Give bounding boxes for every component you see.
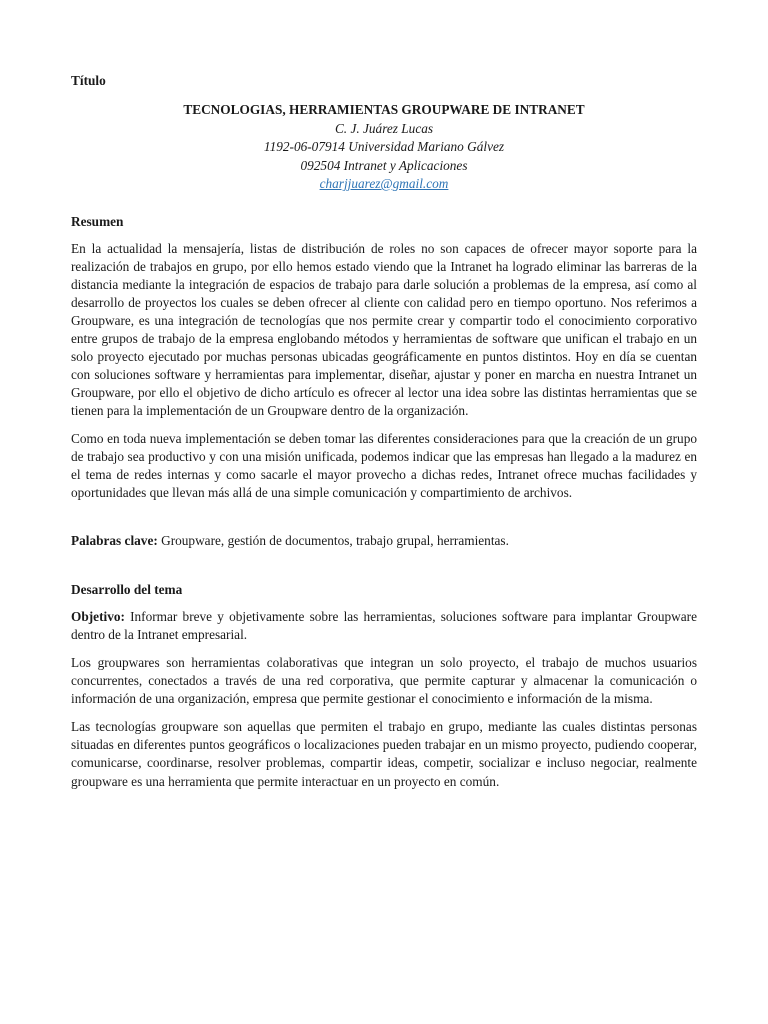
keywords-text: Groupware, gestión de documentos, trabajo grupal, herramientas.: [157, 533, 509, 549]
titulo-label: Título: [71, 73, 106, 88]
desarrollo-paragraph-2: Las tecnologías groupware son aquellas que permiten el trabajo en grupo, mediante las cuales distintas personas situadas en diferentes puntos geográficos o localizaciones pueden trabajar en un mismo proyecto, pudiendo cooperar, comunicarse, coordinarse, resolver problemas, compartir ideas, competir, socializar e incluso negociar, realmente groupware es una herramienta que permite interactuar en un proyecto en común.: [71, 719, 697, 789]
email-link[interactable]: charjjuarez@gmail.com: [319, 176, 449, 191]
objetivo-label: Objetivo:: [71, 609, 125, 625]
desarrollo-heading: Desarrollo del tema: [71, 582, 183, 598]
course-name: 092504 Intranet y Aplicaciones: [300, 157, 468, 173]
keywords-label: Palabras clave:: [71, 533, 158, 549]
author-name: C. J. Juárez Lucas: [334, 120, 434, 136]
resumen-paragraph-2: Como en toda nueva implementación se deben tomar las diferentes consideraciones para que la creación de un grupo de trabajo sea productivo y con una misión unificada, podemos indicar que las empresas han llegado a la madurez en el tema de redes internas y como sacarle el mayor provecho a dichas redes, Intranet ofrece muchas facilidades y oportunidades que llevan más allá de una simple comunicación y compartimiento de archivos.: [71, 430, 697, 501]
title-block: [71, 101, 697, 194]
email-line: [71, 175, 697, 194]
document-title: TECNOLOGIAS, HERRAMIENTAS GROUPWARE DE INTRANET: [183, 102, 585, 117]
resumen-paragraph-1: En la actualidad la mensajería, listas de distribución de roles no son capaces de ofrecer mayor soporte para la realización de trabajos en grupo, por ello hemos estado viendo que la Intranet ha logrado eliminar las barreras de la distancia mediante la integración de espacios de trabajo para darle solución a problemas de la empresa, así como al desarrollo de proyectos los cuales se deben ofrecer al cliente con calidad pero en tiempo oportuno. Nos referimos a Groupware, es una integración de tecnologías que nos permite crear y compartir todo el conocimiento corporativo entre grupos de trabajo de la empresa englobando métodos y herramientas de software que unifican el trabajo en un solo proyecto ejecutado por muchas personas ubicadas geográficamente en puntos distintos. Hoy en día se cuentan con soluciones software y herramientas para implementar, diseñar, ajustar y poner en marcha en nuestra Intranet un Groupware, por ello el objetivo de dicho artículo es ofrecer al lector una idea sobre las distintas herramientas que se tienen para la implementación de un Groupware dentro de la organización.: [71, 240, 697, 418]
document-content: [71, 72, 697, 801]
keywords-line: [71, 532, 697, 550]
resumen-heading: Resumen: [71, 213, 124, 229]
author-affiliation: 1192-06-07914 Universidad Mariano Gálvez: [263, 139, 505, 154]
desarrollo-paragraph-1: Los groupwares son herramientas colaborativas que integran un solo proyecto, el trabajo de muchos usuarios concurrentes, conectados a través de una red corporativa, que permite capturar y almacenar la comunicación o información de una organización, empresa que permite gestionar el conocimiento e información de la misma.: [71, 655, 697, 707]
objetivo-text: Informar breve y objetivamente sobre las herramientas, soluciones software para implantar Groupware dentro de la Intranet empresarial.: [71, 609, 697, 643]
objetivo-paragraph: [71, 608, 697, 644]
